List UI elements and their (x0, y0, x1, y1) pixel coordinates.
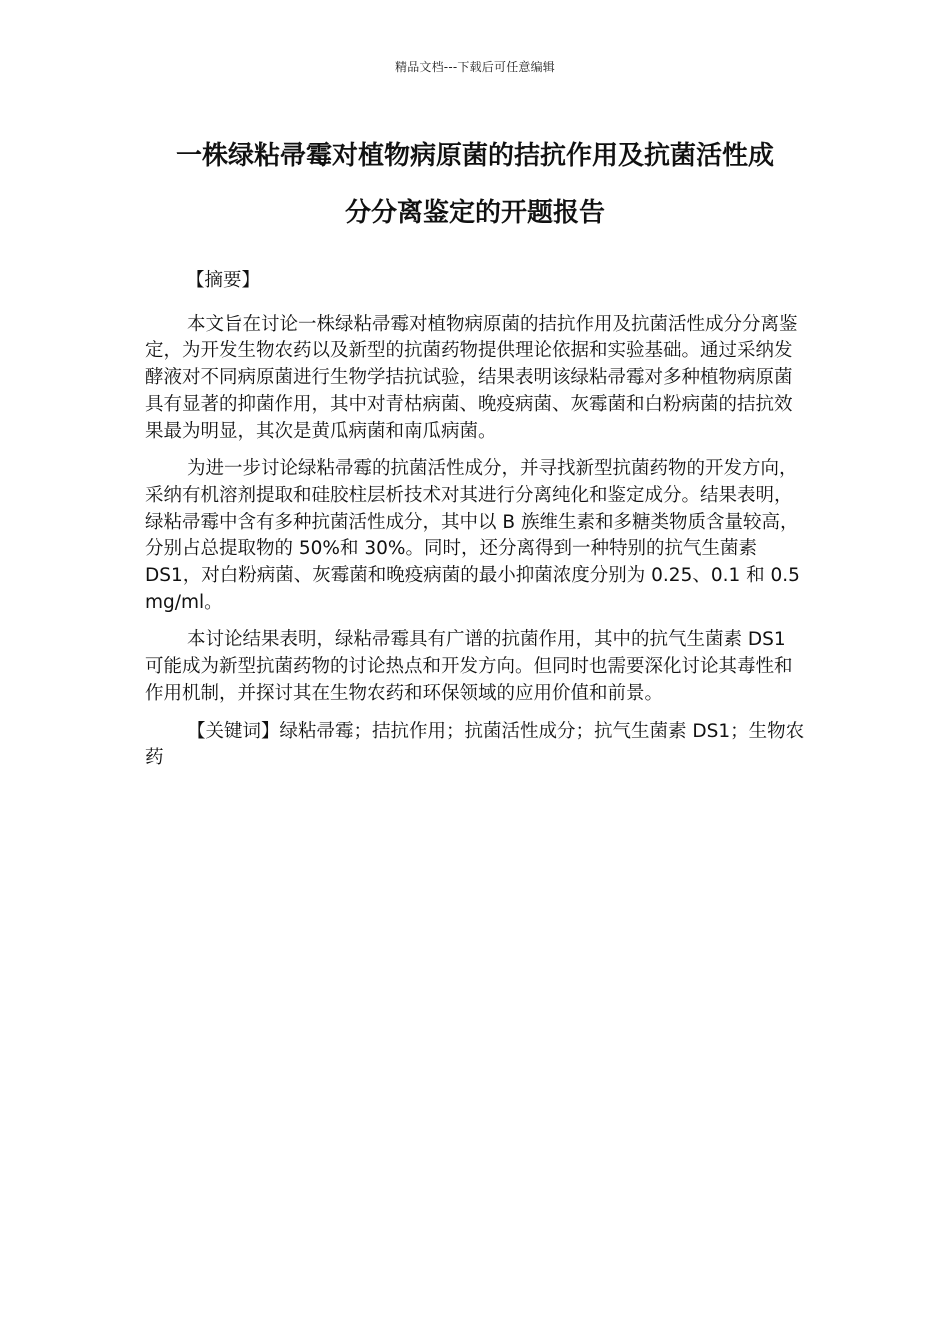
title-line-2: 分分离鉴定的开题报告 (344, 198, 605, 228)
abstract-label: 【摘要】 (186, 270, 261, 291)
document-title (130, 128, 820, 242)
document-body (145, 268, 805, 772)
abstract-paragraph-2: 为进一步讨论绿粘帚霉的抗菌活性成分，并寻找新型抗菌药物的开发方向，采纳有机溶剂提取和硅胶柱层析技术对其进行分离纯化和鉴定成分。结果表明，绿粘帚霉中含有多种抗菌活性成分，其中以 B 族维生素和多糖类物质含量较高，分别占总提取物的 50%和 30%。同时，还分离得到一种特别的抗气生菌素 DS1，对白粉病菌、灰霉菌和晚疫病菌的最小抑菌浓度分别为 0.25、0.1 和 0.5 mg/ml。 (145, 458, 800, 613)
page-header: 精品文档---下载后可任意编辑 (395, 60, 555, 74)
abstract-paragraph-1: 本文旨在讨论一株绿粘帚霉对植物病原菌的拮抗作用及抗菌活性成分分离鉴定，为开发生物农药以及新型的抗菌药物提供理论依据和实验基础。通过采纳发酵液对不同病原菌进行生物学拮抗试验，结果表明该绿粘帚霉对多种植物病原菌具有显著的抑菌作用，其中对青枯病菌、晚疫病菌、灰霉菌和白粉病菌的拮抗效果最为明显，其次是黄瓜病菌和南瓜病菌。 (145, 313, 798, 442)
title-line-1: 一株绿粘帚霉对植物病原菌的拮抗作用及抗菌活性成 (175, 141, 774, 171)
keywords-line: 【关键词】绿粘帚霉；拮抗作用；抗菌活性成分；抗气生菌素 DS1；生物农药 (145, 720, 805, 769)
abstract-paragraph-3: 本讨论结果表明，绿粘帚霉具有广谱的抗菌作用，其中的抗气生菌素 DS1 可能成为新型抗菌药物的讨论热点和开发方向。但同时也需要深化讨论其毒性和作用机制，并探讨其在生物农药和环保领域的应用价值和前景。 (145, 629, 793, 704)
